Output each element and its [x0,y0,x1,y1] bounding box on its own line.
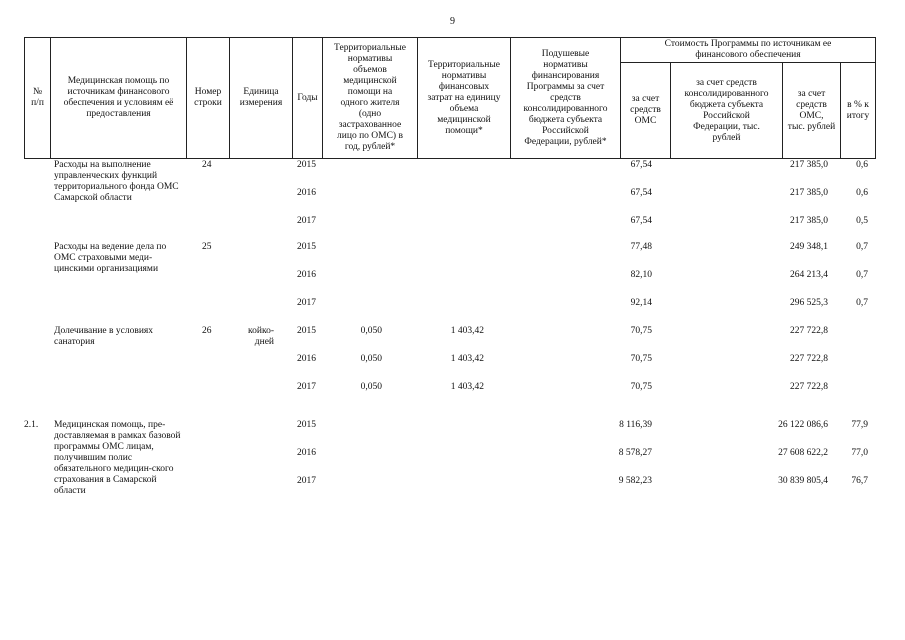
cell-percent: 0,7 [856,298,868,308]
cell-oms-thous: 27 608 622,2 [778,448,828,458]
row-name: Медицинская помощь, пре-доставляемая в рамках базовой программы ОМС лицам, получившим полис обязательного медицин-ского страхования в Самарской области [54,420,181,496]
row-line-number: 26 [202,326,212,336]
cell-oms-thous: 264 213,4 [790,270,828,280]
cell-percent: 76,7 [851,476,868,486]
cell-percent: 77,9 [851,420,868,430]
cell-percent: 0,7 [856,242,868,252]
cell-oms-thous: 227 722,8 [790,354,828,364]
cell-cost: 1 403,42 [450,382,484,392]
row-name: Долечивание в условиях санатория [54,326,154,347]
row-line-number: 24 [202,160,212,170]
cell-oms: 70,75 [630,382,652,392]
cell-percent: 0,7 [856,270,868,280]
page-number: 9 [450,16,455,27]
cell-oms: 67,54 [630,216,652,226]
cell-oms: 70,75 [630,326,652,336]
cell-oms-thous: 296 525,3 [790,298,828,308]
cell-year: 2015 [297,326,316,336]
cell-oms: 77,48 [630,242,652,252]
row-name: Расходы на выполнение управленческих функций территориального фонда ОМС Самарской области [54,160,179,203]
cell-oms: 82,10 [630,270,652,280]
cell-oms: 8 116,39 [619,420,652,430]
cell-oms-thous: 217 385,0 [790,188,828,198]
cell-year: 2017 [297,476,316,486]
header-num: № п/п [31,87,44,108]
header-budget: за счет средств консолидированного бюджета субъекта Российской Федерации, тыс. рублей [684,77,769,143]
row-number-code: 2.1. [24,420,39,430]
cell-oms: 67,54 [630,188,652,198]
cell-cost: 1 403,42 [450,326,484,336]
header-per-capita: Подушевые нормативы финансирования Программы за счет средств консолидированного бюджета субъекта Российской Федерации, рублей* [523,48,608,147]
header-years: Годы [297,92,318,103]
cell-oms: 67,54 [630,160,652,170]
header-norm-volume: Территориальные нормативы объемов медицинской помощи на одного жителя (одно застрахованное лицо по ОМС) в год, рублей* [334,43,406,152]
cell-year: 2016 [297,188,316,198]
cell-year: 2016 [297,354,316,364]
row-unit: койко- дней [247,326,274,347]
cell-percent: 0,6 [856,188,868,198]
row-line-number: 25 [202,242,212,252]
header-norm-cost: Территориальные нормативы финансовых затрат на единицу объема медицинской помощи* [427,59,501,136]
cell-oms-thous: 217 385,0 [790,216,828,226]
cell-year: 2017 [297,382,316,392]
cell-percent: 0,5 [856,216,868,226]
header-percent: в % к итогу [846,99,870,121]
cell-oms-thous: 249 348,1 [790,242,828,252]
cell-volume: 0,050 [360,326,382,336]
cell-year: 2015 [297,242,316,252]
cell-oms-thous: 227 722,8 [790,382,828,392]
cell-oms: 8 578,27 [618,448,652,458]
cell-year: 2015 [297,160,316,170]
header-oms-thousands: за счет средств ОМС, тыс. рублей [787,88,836,132]
cell-percent: 0,6 [856,160,868,170]
cell-oms: 92,14 [630,298,652,308]
cell-year: 2017 [297,298,316,308]
cell-oms: 9 582,23 [618,476,652,486]
cell-percent: 77,0 [851,448,868,458]
header-cost-group: Стоимость Программы по источникам ее финансового обеспечения [664,39,832,60]
cell-cost: 1 403,42 [450,354,484,364]
row-name: Расходы на ведение дела по ОМС страховыми меди-цинскими организациями [54,242,167,274]
cell-year: 2016 [297,270,316,280]
cell-oms-thous: 227 722,8 [790,326,828,336]
header-unit: Единица измерения [239,87,283,108]
header-name: Медицинская помощь по источникам финансового обеспечения и условиям её предоставления [63,76,174,119]
cell-volume: 0,050 [360,354,382,364]
cell-volume: 0,050 [360,382,382,392]
cell-year: 2015 [297,420,316,430]
header-oms: за счет средств ОМС [630,94,661,126]
cell-oms-thous: 26 122 086,6 [778,420,828,430]
cell-oms: 70,75 [630,354,652,364]
cell-oms-thous: 30 839 805,4 [778,476,828,486]
cell-year: 2017 [297,216,316,226]
table-header [24,37,876,159]
header-row-number: Номер строки [194,87,222,108]
cell-year: 2016 [297,448,316,458]
cell-oms-thous: 217 385,0 [790,160,828,170]
